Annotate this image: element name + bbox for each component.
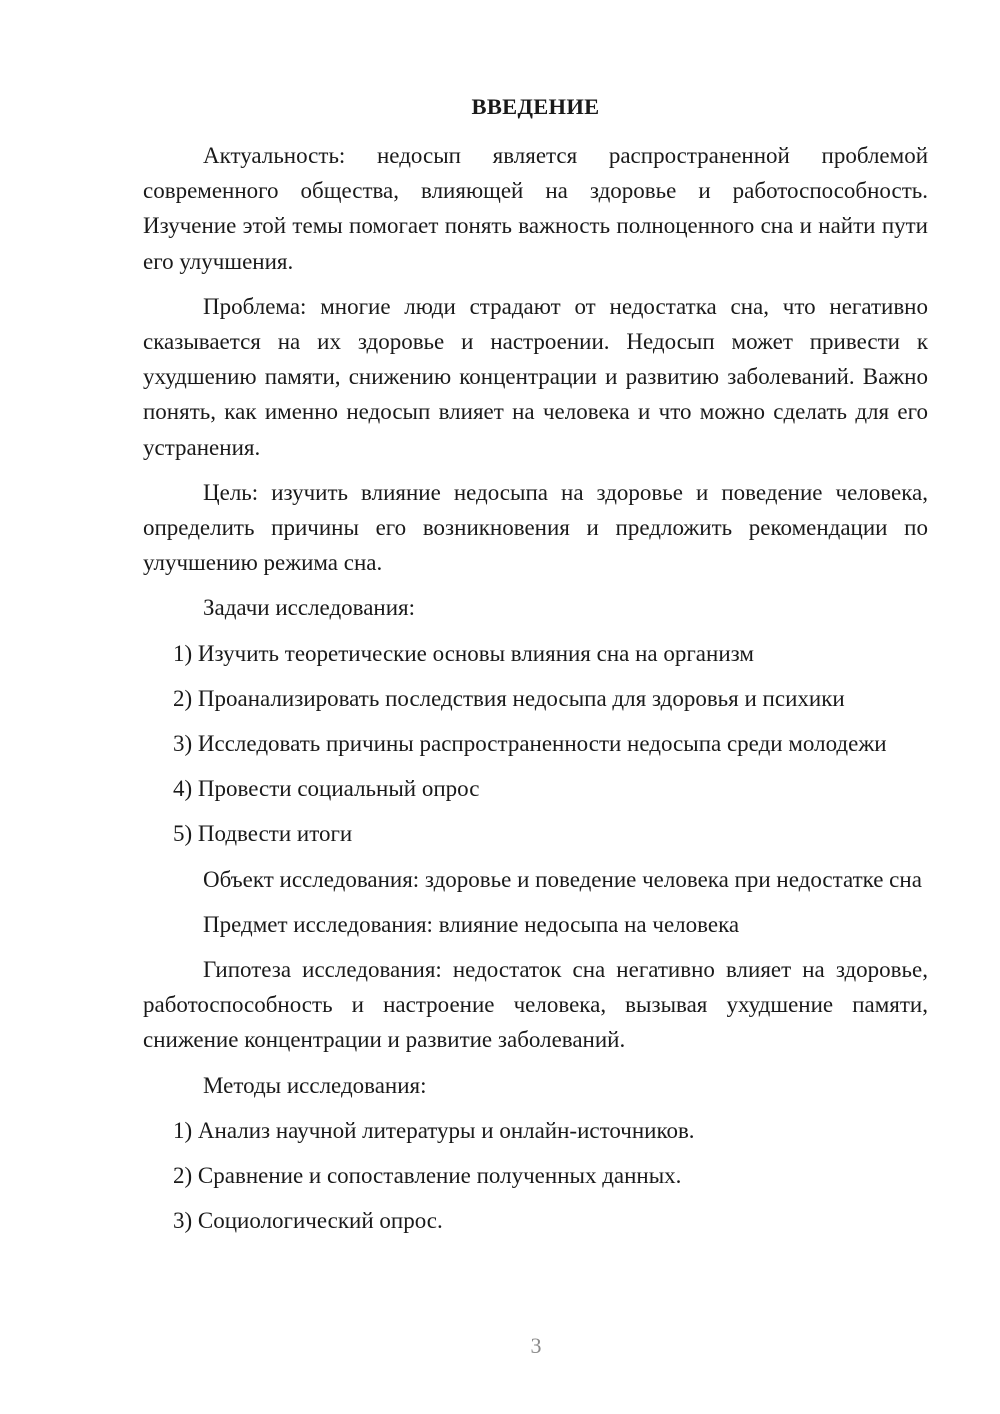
task-item: 4) Провести социальный опрос <box>173 776 480 802</box>
method-item: 1) Анализ научной литературы и онлайн-источников. <box>173 1117 695 1143</box>
task-item: 5) Подвести итоги <box>173 821 353 847</box>
object-paragraph: Объект исследования: здоровье и поведение человека при недостатке сна <box>203 866 922 892</box>
goal-paragraph: Цель: изучить влияние недосыпа на здоровье и поведение человека, определить причины его возникновения и предложить рекомендации по улучшению режима сна. <box>143 479 928 576</box>
task-item: 2) Проанализировать последствия недосыпа для здоровья и психики <box>173 685 845 711</box>
task-item: 1) Изучить теоретические основы влияния сна на организм <box>173 640 754 666</box>
relevance-paragraph: Актуальность: недосып является распространенной проблемой современного общества, влияющей на здоровье и работоспособность. Изучение этой темы помогает понять важность полноценного сна и найти пути его улучшения. <box>143 143 928 274</box>
hypothesis-paragraph: Гипотеза исследования: недостаток сна негативно влияет на здоровье, работоспособность и настроение человека, вызывая ухудшение памяти, снижение концентрации и развитие заболеваний. <box>143 957 928 1053</box>
section-heading: ВВЕДЕНИЕ <box>471 94 600 119</box>
method-item: 2) Сравнение и сопоставление полученных данных. <box>173 1163 682 1189</box>
task-item: 3) Исследовать причины распространенности недосыпа среди молодежи <box>173 731 887 757</box>
methods-intro: Методы исследования: <box>203 1072 427 1098</box>
page-number: 3 <box>530 1333 542 1358</box>
method-item: 3) Социологический опрос. <box>173 1208 443 1234</box>
tasks-intro: Задачи исследования: <box>203 595 416 621</box>
subject-paragraph: Предмет исследования: влияние недосыпа на человека <box>203 911 740 937</box>
problem-paragraph: Проблема: многие люди страдают от недостатка сна, что негативно сказывается на их здоровье и настроении. Недосып может привести к ухудшению памяти, снижению концентрации и развитию заболеваний. Важно понять, как именно недосып влияет на человека и что можно сделать для его устранения. <box>143 293 928 460</box>
